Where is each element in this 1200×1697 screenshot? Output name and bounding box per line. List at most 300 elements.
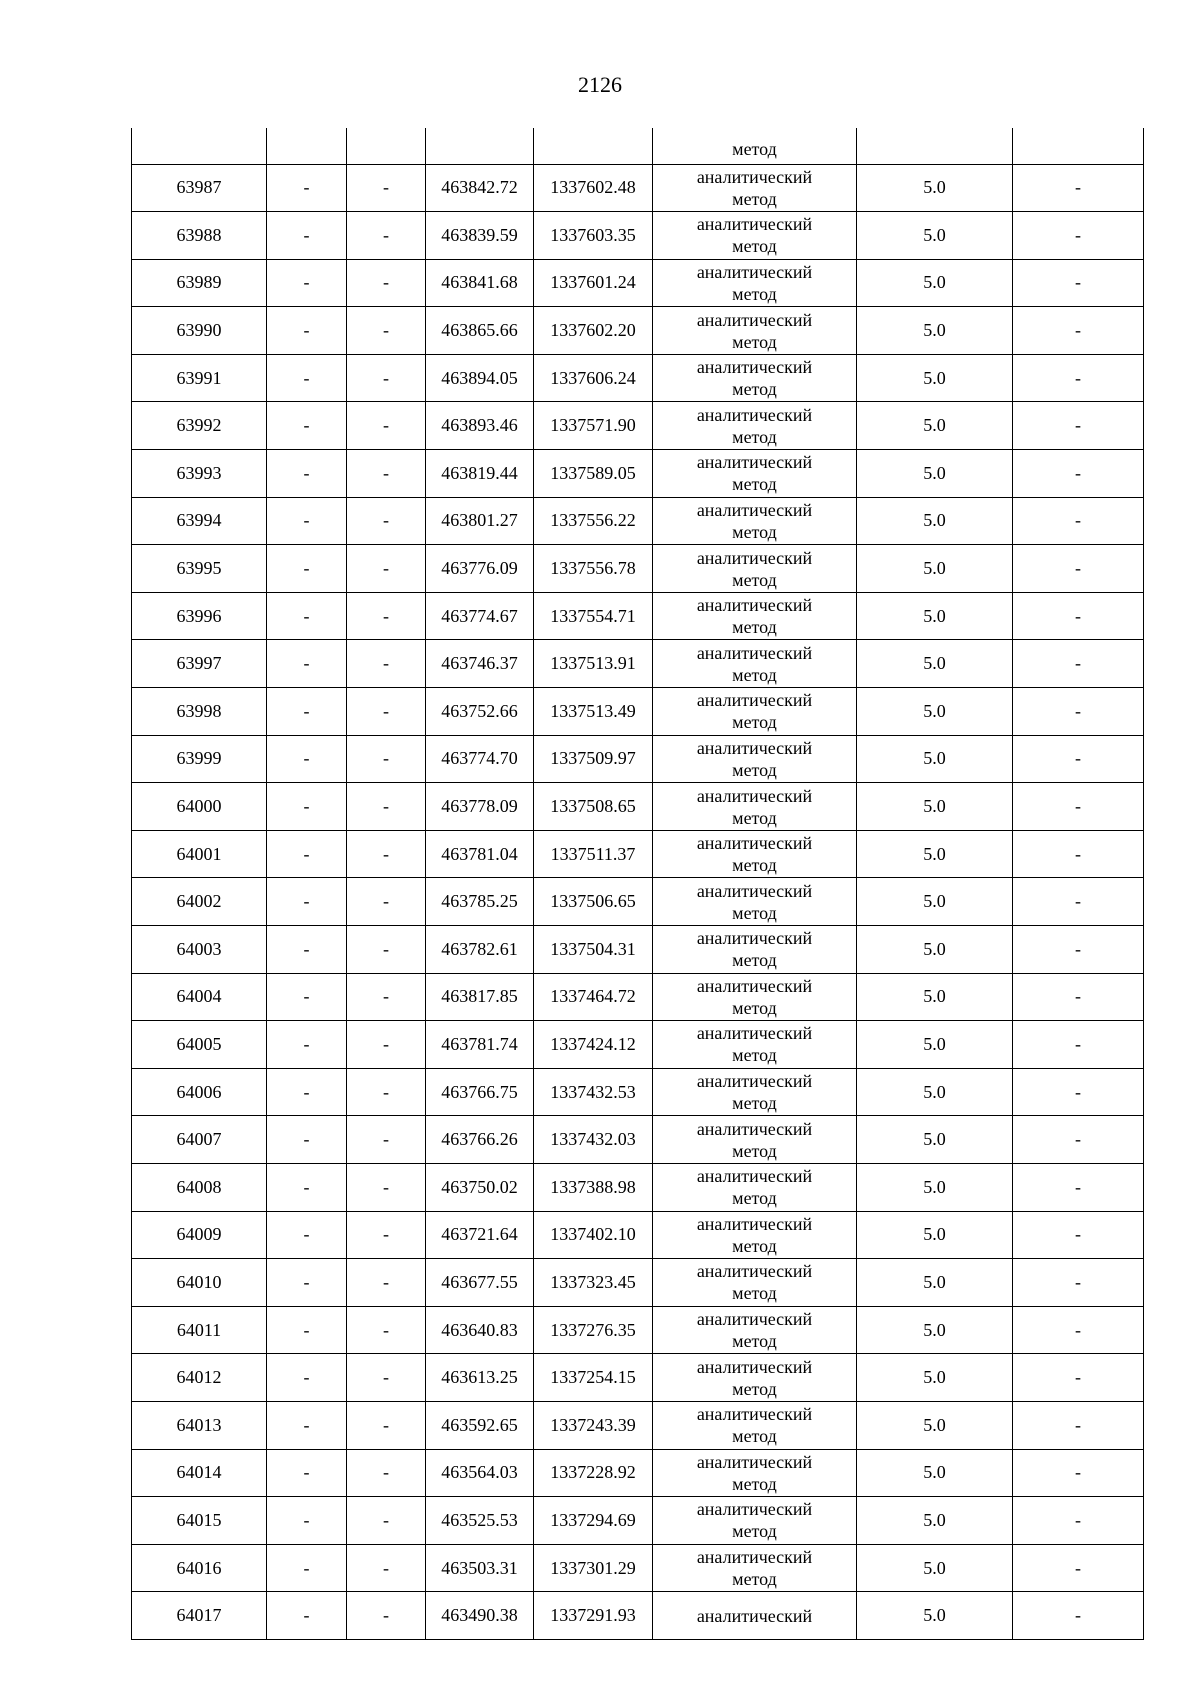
cell-accuracy: 5.0: [857, 1449, 1013, 1497]
cell-y: 1337602.20: [534, 307, 653, 355]
cell-col3: -: [347, 830, 426, 878]
cell-col3: -: [347, 688, 426, 736]
cell-col8: -: [1013, 402, 1144, 450]
cell-method: [653, 497, 857, 545]
cell-col3: -: [347, 259, 426, 307]
cell-method: [653, 783, 857, 831]
cell-method: [653, 212, 857, 260]
method-line2: метод: [732, 426, 777, 447]
table-row: [132, 1592, 1144, 1640]
cell-method: [653, 1068, 857, 1116]
cell-col2: -: [267, 783, 347, 831]
cell-col8: -: [1013, 783, 1144, 831]
cell-col8: -: [1013, 497, 1144, 545]
cell-col8: -: [1013, 1259, 1144, 1307]
method-line1: аналитический: [696, 1547, 813, 1568]
method-line1: аналитический: [696, 833, 813, 854]
cell-number: 64003: [132, 926, 267, 974]
cell-col8: -: [1013, 354, 1144, 402]
method-line1: аналитический: [696, 357, 813, 378]
cell-col2: -: [267, 1211, 347, 1259]
cell-y: [534, 128, 653, 164]
cell-method: [653, 973, 857, 1021]
table-row: [132, 354, 1144, 402]
cell-number: 63998: [132, 688, 267, 736]
cell-method: [653, 1401, 857, 1449]
cell-col2: -: [267, 1163, 347, 1211]
cell-col3: -: [347, 1544, 426, 1592]
cell-y: 1337601.24: [534, 259, 653, 307]
cell-col3: -: [347, 878, 426, 926]
cell-col8: -: [1013, 735, 1144, 783]
cell-number: 64012: [132, 1354, 267, 1402]
cell-accuracy: 5.0: [857, 1592, 1013, 1640]
method-line1: аналитический: [696, 1166, 813, 1187]
cell-y: 1337228.92: [534, 1449, 653, 1497]
cell-number: 64015: [132, 1497, 267, 1545]
cell-number: 64010: [132, 1259, 267, 1307]
cell-x: 463503.31: [426, 1544, 534, 1592]
cell-x: 463750.02: [426, 1163, 534, 1211]
cell-accuracy: 5.0: [857, 1354, 1013, 1402]
method-line1: аналитический: [696, 166, 813, 187]
cell-number: [132, 128, 267, 164]
table-row: [132, 640, 1144, 688]
cell-x: 463819.44: [426, 450, 534, 498]
cell-method: [653, 450, 857, 498]
cell-number: 64014: [132, 1449, 267, 1497]
cell-x: 463785.25: [426, 878, 534, 926]
cell-col2: -: [267, 259, 347, 307]
method-line2: метод: [732, 1093, 777, 1114]
cell-accuracy: 5.0: [857, 1021, 1013, 1069]
cell-col2: -: [267, 926, 347, 974]
cell-x: 463721.64: [426, 1211, 534, 1259]
cell-col3: -: [347, 592, 426, 640]
cell-number: 63992: [132, 402, 267, 450]
cell-number: 64002: [132, 878, 267, 926]
cell-accuracy: 5.0: [857, 307, 1013, 355]
cell-x: 463893.46: [426, 402, 534, 450]
cell-accuracy: 5.0: [857, 973, 1013, 1021]
cell-col8: -: [1013, 973, 1144, 1021]
cell-x: 463839.59: [426, 212, 534, 260]
method-text: метод: [732, 138, 777, 159]
method-line1: аналитический: [696, 1023, 813, 1044]
cell-y: 1337606.24: [534, 354, 653, 402]
cell-method: [653, 878, 857, 926]
cell-x: 463640.83: [426, 1306, 534, 1354]
cell-col8: -: [1013, 1163, 1144, 1211]
cell-col2: -: [267, 402, 347, 450]
method-line2: метод: [732, 188, 777, 209]
cell-x: 463778.09: [426, 783, 534, 831]
method-line2: метод: [732, 1283, 777, 1304]
continuation-row: [132, 128, 1144, 164]
cell-number: 63997: [132, 640, 267, 688]
cell-number: 63991: [132, 354, 267, 402]
cell-col8: -: [1013, 1306, 1144, 1354]
cell-x: 463746.37: [426, 640, 534, 688]
cell-col2: -: [267, 212, 347, 260]
cell-col2: -: [267, 1401, 347, 1449]
cell-accuracy: 5.0: [857, 212, 1013, 260]
cell-method: [653, 1163, 857, 1211]
cell-col8: -: [1013, 1354, 1144, 1402]
cell-y: 1337294.69: [534, 1497, 653, 1545]
cell-number: 64001: [132, 830, 267, 878]
cell-accuracy: 5.0: [857, 735, 1013, 783]
cell-y: 1337323.45: [534, 1259, 653, 1307]
cell-y: 1337464.72: [534, 973, 653, 1021]
cell-y: 1337509.97: [534, 735, 653, 783]
method-line2: метод: [732, 759, 777, 780]
cell-col8: -: [1013, 1021, 1144, 1069]
method-line2: метод: [732, 1473, 777, 1494]
method-line1: аналитический: [696, 452, 813, 473]
cell-col2: -: [267, 878, 347, 926]
cell-accuracy: 5.0: [857, 926, 1013, 974]
cell-y: 1337506.65: [534, 878, 653, 926]
coordinates-table: [131, 128, 1144, 1640]
cell-number: 64009: [132, 1211, 267, 1259]
table-row: [132, 878, 1144, 926]
cell-col2: -: [267, 830, 347, 878]
method-line1: аналитический: [696, 975, 813, 996]
method-line1: аналитический: [696, 1071, 813, 1092]
cell-method: [653, 1592, 857, 1640]
cell-col8: -: [1013, 1592, 1144, 1640]
method-line2: метод: [732, 474, 777, 495]
cell-x: 463782.61: [426, 926, 534, 974]
cell-number: 63993: [132, 450, 267, 498]
method-line2: метод: [732, 617, 777, 638]
cell-y: 1337511.37: [534, 830, 653, 878]
method-line2: метод: [732, 1188, 777, 1209]
cell-x: 463894.05: [426, 354, 534, 402]
cell-col2: -: [267, 307, 347, 355]
method-line1: аналитический: [696, 309, 813, 330]
cell-accuracy: 5.0: [857, 1401, 1013, 1449]
cell-col3: -: [347, 1449, 426, 1497]
cell-col3: -: [347, 307, 426, 355]
cell-accuracy: 5.0: [857, 1116, 1013, 1164]
cell-accuracy: 5.0: [857, 259, 1013, 307]
cell-col3: -: [347, 640, 426, 688]
cell-accuracy: 5.0: [857, 354, 1013, 402]
cell-col2: -: [267, 497, 347, 545]
method-line2: метод: [732, 331, 777, 352]
cell-x: 463564.03: [426, 1449, 534, 1497]
cell-accuracy: 5.0: [857, 1211, 1013, 1259]
table-row: [132, 1259, 1144, 1307]
cell-x: 463592.65: [426, 1401, 534, 1449]
table-body: [132, 128, 1144, 1639]
cell-accuracy: 5.0: [857, 592, 1013, 640]
method-line1: аналитический: [696, 737, 813, 758]
table-row: [132, 1497, 1144, 1545]
cell-col2: -: [267, 973, 347, 1021]
table-row: [132, 735, 1144, 783]
cell-number: 64008: [132, 1163, 267, 1211]
cell-x: 463801.27: [426, 497, 534, 545]
cell-col3: -: [347, 973, 426, 1021]
cell-number: 63994: [132, 497, 267, 545]
cell-accuracy: 5.0: [857, 1544, 1013, 1592]
cell-col3: -: [347, 1211, 426, 1259]
method-line2: метод: [732, 1140, 777, 1161]
cell-x: 463490.38: [426, 1592, 534, 1640]
method-line2: метод: [732, 521, 777, 542]
cell-y: 1337589.05: [534, 450, 653, 498]
method-line2: метод: [732, 1569, 777, 1590]
cell-col8: -: [1013, 592, 1144, 640]
cell-accuracy: 5.0: [857, 783, 1013, 831]
cell-x: 463752.66: [426, 688, 534, 736]
cell-number: 64016: [132, 1544, 267, 1592]
cell-accuracy: 5.0: [857, 1306, 1013, 1354]
cell-number: 63995: [132, 545, 267, 593]
cell-col2: -: [267, 1449, 347, 1497]
cell-col8: -: [1013, 640, 1144, 688]
cell-col8: -: [1013, 1068, 1144, 1116]
cell-method: [653, 1544, 857, 1592]
cell-x: 463817.85: [426, 973, 534, 1021]
cell-col2: -: [267, 1497, 347, 1545]
cell-col2: -: [267, 592, 347, 640]
cell-col3: -: [347, 1497, 426, 1545]
method-line1: аналитический: [696, 595, 813, 616]
cell-col2: -: [267, 1306, 347, 1354]
method-line2: метод: [732, 379, 777, 400]
table-row: [132, 545, 1144, 593]
method-line2: метод: [732, 902, 777, 923]
method-line2: метод: [732, 1521, 777, 1542]
cell-col8: -: [1013, 1544, 1144, 1592]
cell-x: 463613.25: [426, 1354, 534, 1402]
cell-x: 463781.04: [426, 830, 534, 878]
method-line1: аналитический: [696, 404, 813, 425]
cell-col8: -: [1013, 830, 1144, 878]
table-row: [132, 1211, 1144, 1259]
cell-method: [653, 1259, 857, 1307]
cell-col3: -: [347, 450, 426, 498]
cell-y: 1337554.71: [534, 592, 653, 640]
cell-col8: -: [1013, 1497, 1144, 1545]
table-row: [132, 1068, 1144, 1116]
cell-number: 64007: [132, 1116, 267, 1164]
cell-col2: -: [267, 688, 347, 736]
cell-y: 1337388.98: [534, 1163, 653, 1211]
cell-col3: -: [347, 1306, 426, 1354]
table-row: [132, 1449, 1144, 1497]
cell-col8: -: [1013, 1211, 1144, 1259]
cell-number: 63999: [132, 735, 267, 783]
method-line1: аналитический: [696, 690, 813, 711]
cell-accuracy: 5.0: [857, 402, 1013, 450]
cell-accuracy: 5.0: [857, 450, 1013, 498]
method-line1: аналитический: [696, 785, 813, 806]
cell-col2: -: [267, 1592, 347, 1640]
method-line2: метод: [732, 1378, 777, 1399]
cell-col3: -: [347, 164, 426, 212]
cell-col3: -: [347, 402, 426, 450]
table-row: [132, 1544, 1144, 1592]
table-row: [132, 830, 1144, 878]
cell-method: [653, 1354, 857, 1402]
cell-accuracy: 5.0: [857, 1259, 1013, 1307]
table-row: [132, 783, 1144, 831]
cell-col3: -: [347, 1021, 426, 1069]
cell-col2: -: [267, 640, 347, 688]
table-row: [132, 1401, 1144, 1449]
cell-number: 64011: [132, 1306, 267, 1354]
cell-col8: -: [1013, 307, 1144, 355]
cell-number: 63989: [132, 259, 267, 307]
cell-y: 1337556.22: [534, 497, 653, 545]
cell-x: 463774.70: [426, 735, 534, 783]
cell-x: [426, 128, 534, 164]
cell-y: 1337508.65: [534, 783, 653, 831]
cell-method: [653, 1449, 857, 1497]
cell-y: 1337602.48: [534, 164, 653, 212]
cell-col3: -: [347, 926, 426, 974]
table-row: [132, 450, 1144, 498]
cell-col8: -: [1013, 1116, 1144, 1164]
cell-col8: -: [1013, 212, 1144, 260]
cell-method: [653, 545, 857, 593]
cell-col2: -: [267, 1259, 347, 1307]
table-row: [132, 402, 1144, 450]
cell-col8: -: [1013, 545, 1144, 593]
method-line1: аналитический: [696, 642, 813, 663]
cell-y: 1337424.12: [534, 1021, 653, 1069]
cell-col3: -: [347, 1592, 426, 1640]
cell-col3: -: [347, 1354, 426, 1402]
method-line1: аналитический: [696, 880, 813, 901]
cell-col3: -: [347, 1068, 426, 1116]
cell-x: 463776.09: [426, 545, 534, 593]
cell-accuracy: 5.0: [857, 545, 1013, 593]
table-row: [132, 688, 1144, 736]
cell-x: 463781.74: [426, 1021, 534, 1069]
cell-col8: -: [1013, 450, 1144, 498]
cell-col2: -: [267, 1544, 347, 1592]
cell-method: [653, 259, 857, 307]
cell-method: [653, 354, 857, 402]
cell-method: [653, 735, 857, 783]
cell-number: 64017: [132, 1592, 267, 1640]
cell-x: 463841.68: [426, 259, 534, 307]
cell-col3: -: [347, 1116, 426, 1164]
table-row: [132, 497, 1144, 545]
cell-col2: -: [267, 735, 347, 783]
cell-accuracy: 5.0: [857, 878, 1013, 926]
cell-method: [653, 128, 857, 164]
cell-method: [653, 688, 857, 736]
method-line1: аналитический: [696, 1309, 813, 1330]
cell-col3: -: [347, 354, 426, 402]
table-row: [132, 1163, 1144, 1211]
cell-number: 64000: [132, 783, 267, 831]
cell-col2: -: [267, 450, 347, 498]
cell-accuracy: 5.0: [857, 1163, 1013, 1211]
table-row: [132, 307, 1144, 355]
table-row: [132, 1021, 1144, 1069]
cell-col3: -: [347, 735, 426, 783]
method-line1: аналитический: [696, 499, 813, 520]
method-line1: аналитический: [696, 1261, 813, 1282]
cell-col2: -: [267, 1354, 347, 1402]
cell-number: 63996: [132, 592, 267, 640]
cell-method: [653, 830, 857, 878]
cell-method: [653, 926, 857, 974]
page-number: 2126: [578, 72, 622, 97]
table-row: [132, 259, 1144, 307]
cell-y: 1337571.90: [534, 402, 653, 450]
cell-accuracy: 5.0: [857, 164, 1013, 212]
cell-x: 463774.67: [426, 592, 534, 640]
method-line1: аналитический: [696, 1404, 813, 1425]
method-line2: метод: [732, 1235, 777, 1256]
cell-col3: -: [347, 497, 426, 545]
method-line1: аналитический: [696, 1499, 813, 1520]
cell-accuracy: 5.0: [857, 1068, 1013, 1116]
table-row: [132, 592, 1144, 640]
method-line2: метод: [732, 997, 777, 1018]
cell-number: 63990: [132, 307, 267, 355]
cell-y: 1337603.35: [534, 212, 653, 260]
method-line1: аналитический: [696, 928, 813, 949]
cell-y: 1337432.03: [534, 1116, 653, 1164]
cell-col8: -: [1013, 164, 1144, 212]
method-line2: метод: [732, 283, 777, 304]
method-line2: метод: [732, 1045, 777, 1066]
method-line2: метод: [732, 664, 777, 685]
cell-col8: -: [1013, 259, 1144, 307]
cell-method: [653, 402, 857, 450]
method-line1: аналитический: [696, 1213, 813, 1234]
method-line2: метод: [732, 807, 777, 828]
cell-col3: -: [347, 783, 426, 831]
cell-x: 463865.66: [426, 307, 534, 355]
cell-accuracy: 5.0: [857, 640, 1013, 688]
table-row: [132, 926, 1144, 974]
cell-accuracy: 5.0: [857, 830, 1013, 878]
cell-x: 463677.55: [426, 1259, 534, 1307]
cell-col2: -: [267, 1116, 347, 1164]
cell-method: [653, 1021, 857, 1069]
cell-method: [653, 640, 857, 688]
cell-y: 1337254.15: [534, 1354, 653, 1402]
method-line1: аналитический: [696, 1605, 813, 1626]
cell-y: 1337432.53: [534, 1068, 653, 1116]
cell-x: 463525.53: [426, 1497, 534, 1545]
cell-col3: -: [347, 1259, 426, 1307]
cell-x: 463766.26: [426, 1116, 534, 1164]
cell-y: 1337513.49: [534, 688, 653, 736]
cell-method: [653, 1306, 857, 1354]
cell-col2: -: [267, 1021, 347, 1069]
table-row: [132, 212, 1144, 260]
cell-col2: [267, 128, 347, 164]
cell-col2: -: [267, 545, 347, 593]
cell-number: 64005: [132, 1021, 267, 1069]
method-line2: метод: [732, 1426, 777, 1447]
method-line2: метод: [732, 569, 777, 590]
cell-col8: [1013, 128, 1144, 164]
cell-method: [653, 164, 857, 212]
